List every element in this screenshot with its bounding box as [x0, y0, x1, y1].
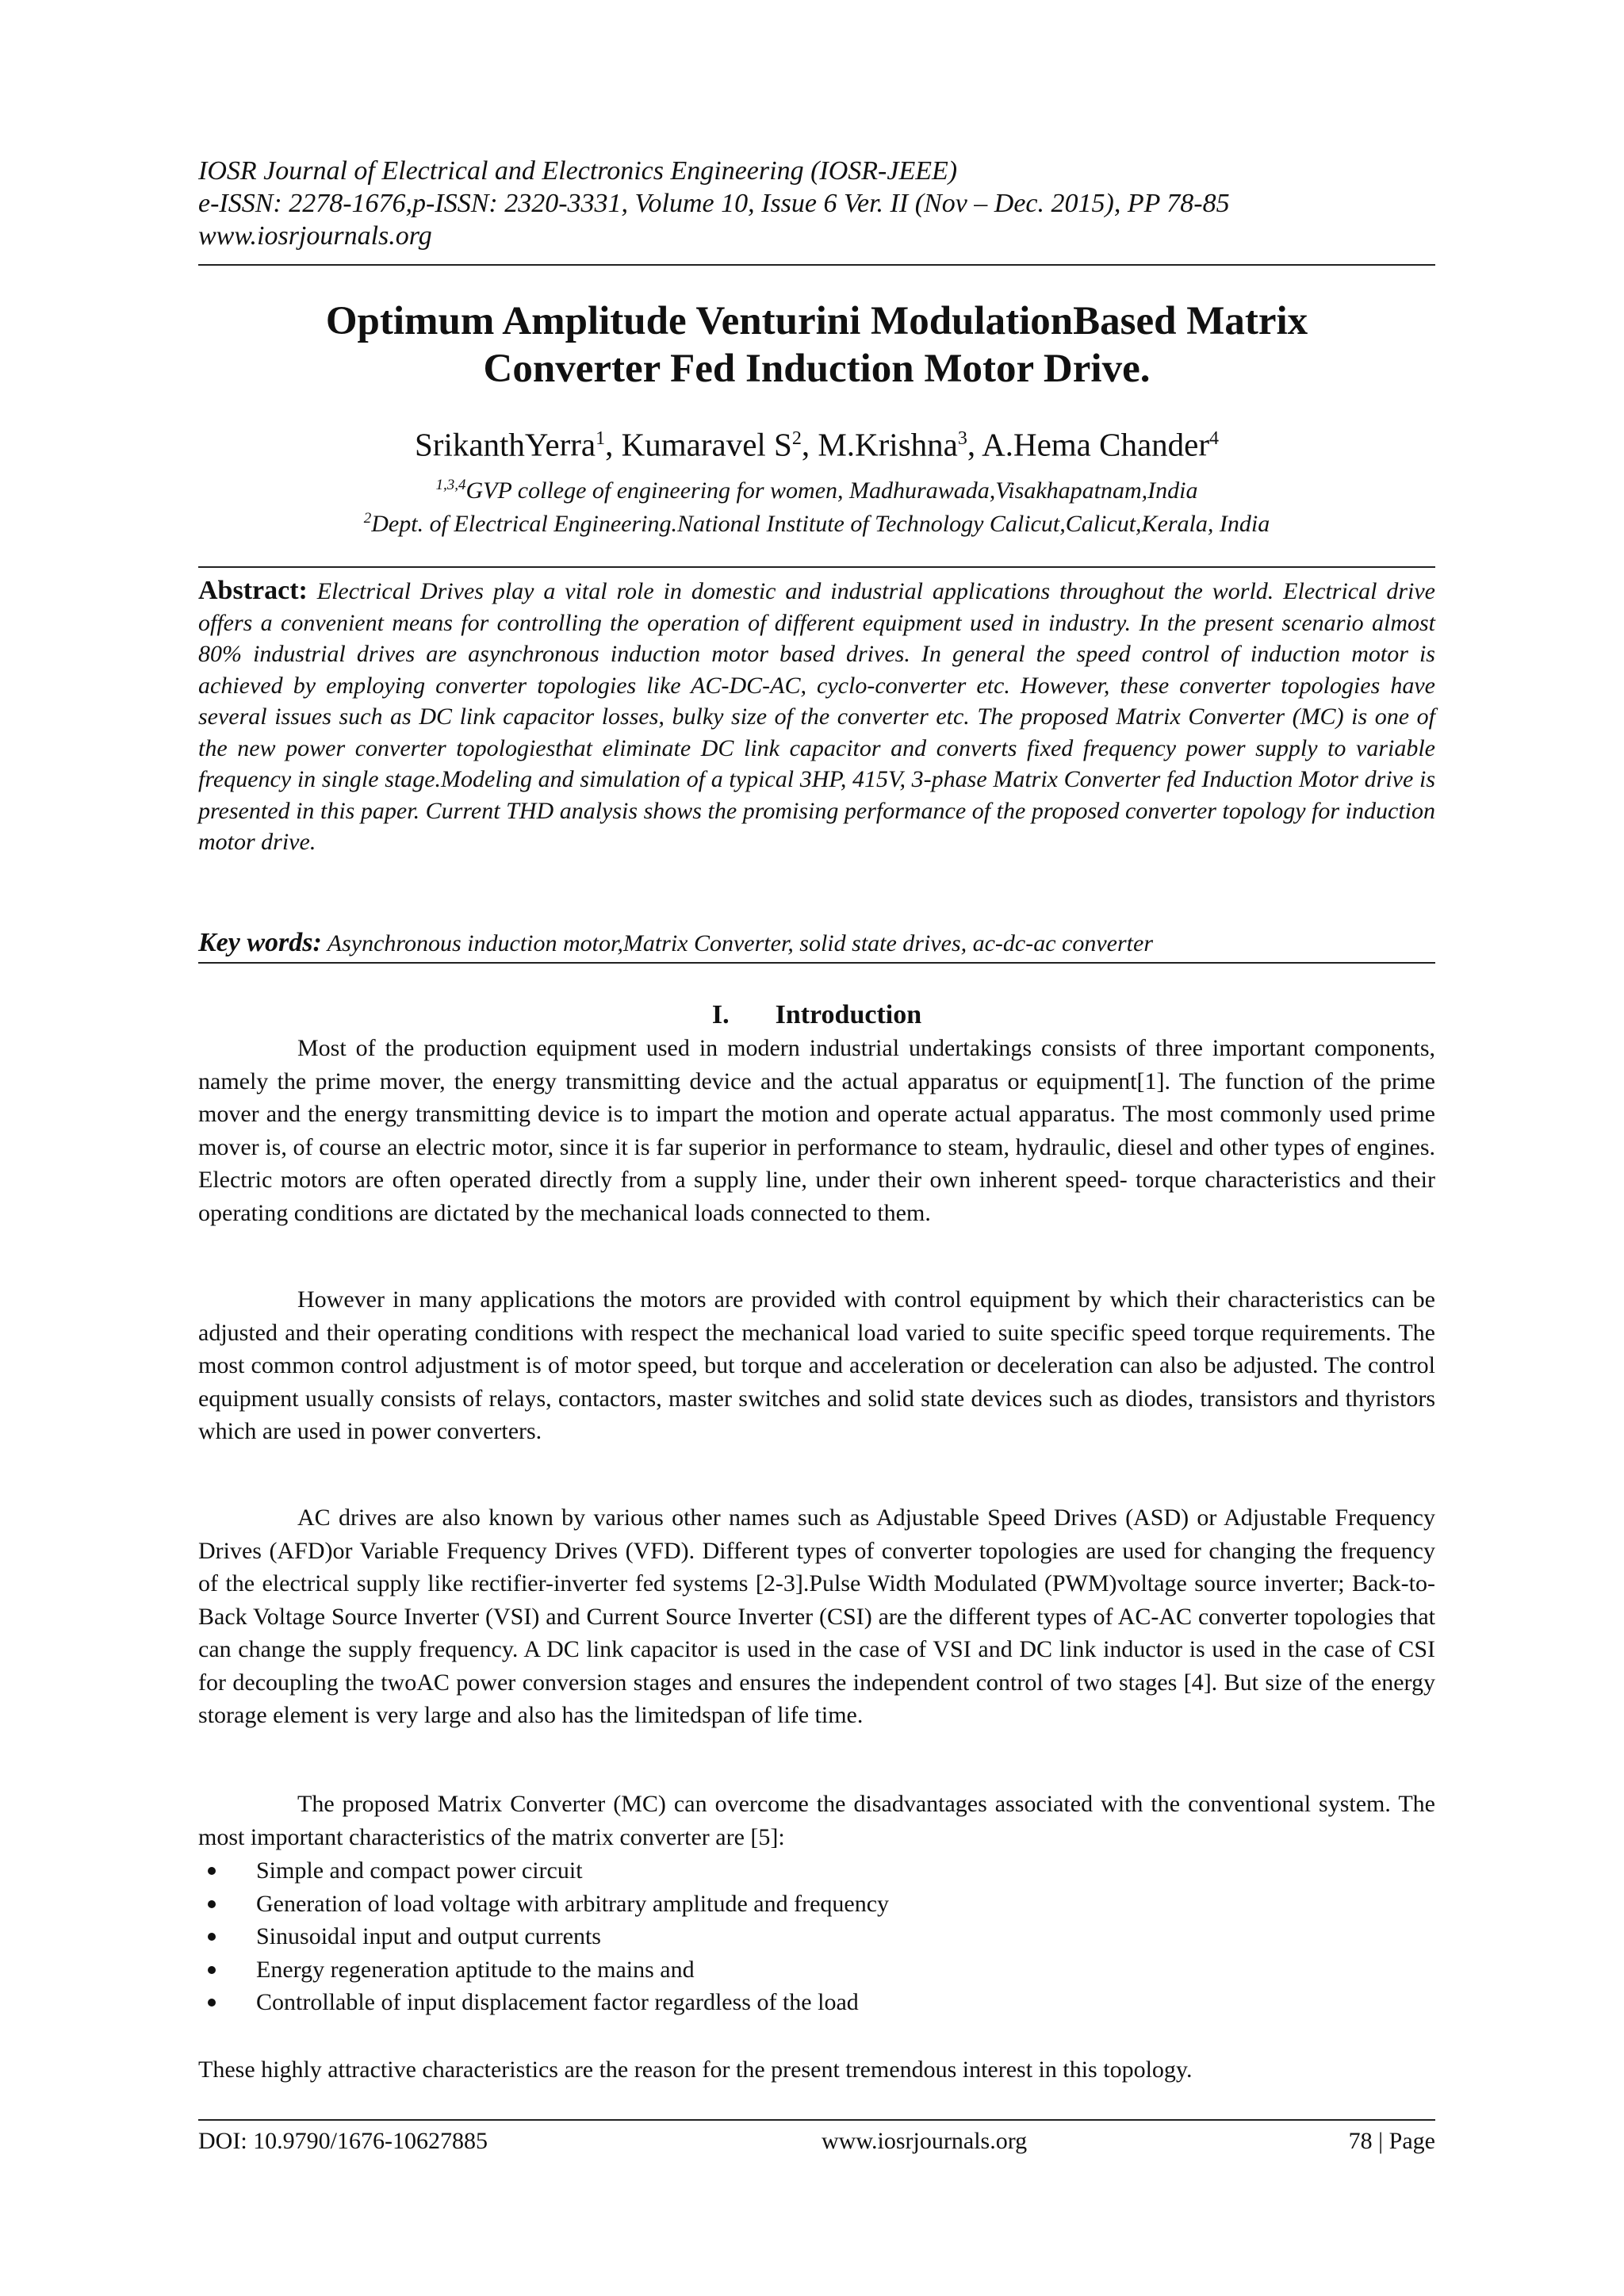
bullet-icon — [208, 1999, 216, 2007]
list-item: Sinusoidal input and output currents — [198, 1920, 1435, 1953]
bullet-icon — [208, 1867, 216, 1875]
abstract-text: Electrical Drives play a vital role in domestic and industrial applications throughout the world. Electrical drive offers a convenient means for controlling the operation of different equipment used in industry. In the present scenario almost 80% industrial drives are asynchronous induction motor based drives. In general the speed control of induction motor is achieved by employing converter topologies like AC-DC-AC, cyclo-converter etc. However, these converter topologies have several issues such as DC link capacitor losses, bulky size of the converter etc. The proposed Matrix Converter (MC) is one of the new power converter topologiesthat eliminate DC link capacitor and converts fixed frequency power supply to variable frequency in single stage.Modeling and simulation of a typical 3HP, 415V, 3-phase Matrix Converter fed Induction Motor drive is presented in this paper. Current THD analysis shows the promising performance of the proposed converter topology for induction motor drive. — [198, 578, 1435, 855]
affiliation: $^{1,3,4}$GVP college of engineering for women, Madhurawada,Visakhapatnam,India — [435, 477, 1198, 504]
list-item: Generation of load voltage with arbitrary amplitude and frequency — [198, 1888, 1435, 1921]
characteristics-list — [198, 1854, 1435, 2019]
list-item: Controllable of input displacement factor regardless of the load — [198, 1986, 1435, 2019]
page-footer — [198, 2125, 1435, 2157]
bullet-icon — [208, 1933, 216, 1941]
list-item: Simple and compact power circuit — [198, 1854, 1435, 1888]
paper-title — [198, 297, 1435, 393]
keywords-text: Asynchronous induction motor,Matrix Converter, solid state drives, ac-dc-ac converter — [327, 930, 1153, 956]
author-name: A.Hema Chander — [982, 426, 1210, 463]
abstract-top-rule — [198, 566, 1435, 568]
author-name: Kumaravel S — [621, 426, 792, 463]
journal-website: www.iosrjournals.org — [198, 221, 432, 251]
paragraph: However in many applications the motors are provided with control equipment by which their characteristics can be adjusted and their operating conditions with respect the mechanical load varied to suite specific speed torque requirements. The most common control adjustment is of motor speed, but torque and acceleration or deceleration can also be adjusted. The control equipment usually consists of relays, contactors, master switches and solid state devices such as diodes, transistors and thyristors which are used in power converters. — [198, 1286, 1435, 1444]
keywords-rule — [198, 962, 1435, 964]
author-sup: 2 — [791, 428, 802, 449]
affiliation: $^2$Dept. of Electrical Engineering.National Institute of Technology Calicut,Calicut,Kerala, India — [363, 510, 1270, 537]
author-sup: 4 — [1209, 428, 1220, 449]
paragraph: AC drives are also known by various other names such as Adjustable Speed Drives (ASD) or Adjustable Frequency Drives (AFD)or Variable Frequency Drives (VFD). Different types of converter topologies are used for changing the frequency of the electrical supply like rectifier-inverter fed systems [2-3].Pulse Width Modulated (PWM)voltage source inverter; Back-to-Back Voltage Source Inverter (VSI) and Current Source Inverter (CSI) are the different types of AC-AC converter topologies that can change the supply frequency. A DC link capacitor is used in the case of VSI and DC link inductor is used in the case of CSI for decoupling the twoAC power conversion stages and ensures the independent control of two stages [4]. But size of the energy storage element is very large and also has the limitedspan of life time. — [198, 1504, 1435, 1728]
footer-website: www.iosrjournals.org — [822, 2128, 1028, 2154]
bullet-icon — [208, 1966, 216, 1974]
title-line-1: Optimum Amplitude Venturini ModulationBased Matrix — [325, 299, 1308, 343]
author-sup: 3 — [957, 428, 967, 449]
paragraph: Most of the production equipment used in modern industrial undertakings consists of three important components, namely the prime mover, the energy transmitting device and the actual apparatus or equipment[1]. The function of the prime mover and the energy transmitting device is to impart the motion and operate actual apparatus. The most commonly used prime mover is, of course an electric motor, since it is far superior in performance to steam, hydraulic, diesel and other types of engines. Electric motors are often operated directly from a supply line, under their own inherent speed- torque characteristics and their operating conditions are dictated by the mechanical loads connected to them. — [198, 1035, 1435, 1226]
footer-rule — [198, 2119, 1435, 2121]
section-title: Introduction — [775, 1000, 922, 1029]
abstract: Abstract: Electrical Drives play a vital role in domestic and industrial applications throughout the world. Electrical drive offers a convenient means for controlling the operation of different equipment used in industry. In the present scenario almost 80% industrial drives are asynchronous induction motor based drives. In general the speed control of induction motor is achieved by employing converter topologies like AC-DC-AC, cyclo-converter etc. However, these converter topologies have several issues such as DC link capacitor losses, bulky size of the converter etc. The proposed Matrix Converter (MC) is one of the new power converter topologiesthat eliminate DC link capacitor and converts fixed frequency power supply to variable frequency in single stage.Modeling and simulation of a typical 3HP, 415V, 3-phase Matrix Converter fed Induction Motor drive is presented in this paper. Current THD analysis shows the promising performance of the proposed converter topology for induction motor drive. — [198, 576, 1435, 855]
keywords-label: Key words — [198, 928, 313, 957]
keywords: Key words: Asynchronous induction motor,Matrix Converter, solid state drives, ac-dc-ac converter — [198, 928, 1153, 957]
header-rule — [198, 264, 1435, 266]
paper-page — [198, 0, 1435, 2296]
footer-doi: DOI: 10.9790/1676-10627885 — [198, 2128, 488, 2154]
author-name: SrikanthYerra — [414, 426, 596, 463]
page-number: 78 | Page — [1348, 2128, 1435, 2154]
author-list: SrikanthYerra$^1$, Kumaravel $S^2$, M.Krishna$^3$, A.Hema Chander$^4$ — [414, 426, 1220, 463]
list-item: Energy regeneration aptitude to the mains and — [198, 1953, 1435, 1987]
journal-name: IOSR Journal of Electrical and Electronics Engineering (IOSR-JEEE) — [198, 156, 958, 186]
closing-sentence: These highly attractive characteristics are the reason for the present tremendous interest in this topology. — [198, 2056, 1193, 2083]
paragraph: The proposed Matrix Converter (MC) can overcome the disadvantages associated with the conventional system. The most important characteristics of the matrix converter are [5]: — [198, 1791, 1435, 1850]
issn-line: e-ISSN: 2278-1676,p-ISSN: 2320-3331, Volume 10, Issue 6 Ver. II (Nov – Dec. 2015), PP 78-85 — [198, 189, 1230, 218]
title-line-2: Converter Fed Induction Motor Drive. — [483, 347, 1151, 391]
section-heading — [198, 999, 1435, 1031]
abstract-label: Abstract — [198, 576, 299, 605]
author-sup: 1 — [596, 428, 606, 449]
section-number: I. — [711, 1000, 730, 1029]
journal-header — [198, 155, 1435, 252]
author-name: M.Krishna — [818, 426, 958, 463]
bullet-icon — [208, 1900, 216, 1908]
